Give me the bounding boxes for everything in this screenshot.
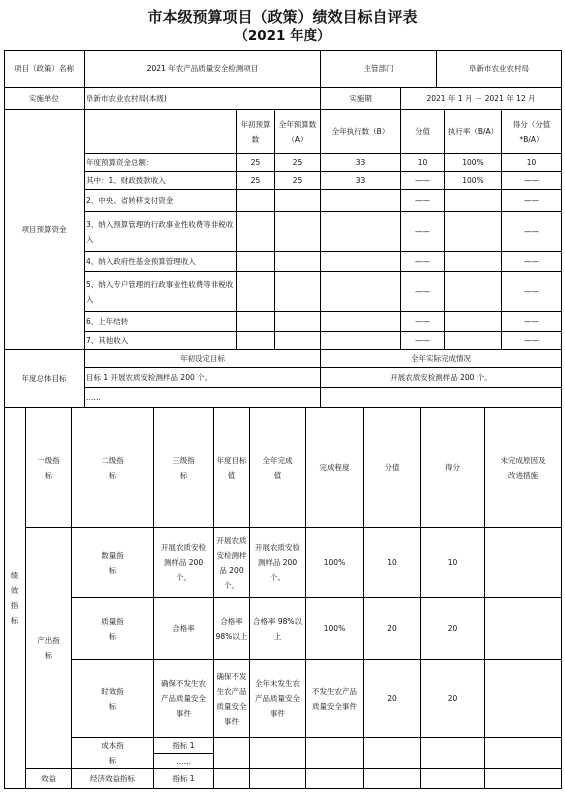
indicator-row-l3-text: 合格率 (172, 624, 195, 633)
econ-actual-blank (250, 769, 306, 789)
budget-row-label: 2、中央、省转移支付资金 (85, 190, 237, 212)
indicator-row-l3 (154, 528, 214, 598)
goals-actual-1: 开展农质安检测样品 200 个。 (321, 368, 562, 388)
indicator-row-score-text: 20 (447, 694, 458, 703)
indicator-row-reason (485, 660, 562, 738)
budget-header-blank (85, 110, 237, 154)
budget-row-executed (321, 312, 401, 332)
budget-row-full (275, 312, 321, 332)
budget-row-full (275, 190, 321, 212)
budget-row-score: —— (502, 312, 562, 332)
indicator-row-l2-text: 质量指标 (101, 616, 124, 641)
ind-col-target (214, 408, 250, 528)
budget-row-weight: 10 (401, 154, 445, 172)
indicator-row-reason (485, 528, 562, 598)
output-indicators-label (26, 528, 72, 769)
indicator-row-weight (364, 598, 421, 660)
indicators-section-text: 绩效指标 (10, 571, 19, 625)
budget-row-weight: —— (401, 172, 445, 190)
cost-reason-blank (485, 738, 562, 769)
budget-row-executed: 33 (321, 172, 401, 190)
ind-col-score: 得分 (421, 408, 485, 528)
budget-row-weight: —— (401, 312, 445, 332)
indicator-row-l3 (154, 660, 214, 738)
indicator-row-target (214, 528, 250, 598)
indicator-row-target-text: 确保不发生农产品质量安全事件 (216, 671, 247, 726)
ind-col-reason-text: 未完成原因及改进措施 (500, 455, 546, 480)
goals-ellipsis: …… (85, 388, 321, 408)
budget-row-weight: —— (401, 332, 445, 350)
budget-row-score: 10 (502, 154, 562, 172)
indicator-row-l2 (72, 660, 154, 738)
econ-item-1: 指标 1 (154, 769, 214, 789)
indicator-row-actual (250, 660, 306, 738)
cost-completion-blank (306, 738, 364, 769)
budget-col-exec-rate: 执行率（B/A） (445, 110, 502, 154)
indicator-row-target (214, 598, 250, 660)
budget-row-full: 25 (275, 172, 321, 190)
ind-col-weight: 分值 (364, 408, 421, 528)
dept-label: 主管部门 (321, 50, 437, 88)
indicator-row-actual (250, 598, 306, 660)
budget-row-full (275, 252, 321, 272)
budget-row-executed (321, 332, 401, 350)
budget-col-initial: 年初预算数 (237, 110, 275, 154)
ind-col-level1-text: 一级指标 (37, 455, 60, 480)
cost-item-2: …… (154, 754, 214, 769)
budget-section-label: 项目预算资金 (4, 110, 85, 350)
budget-row-rate (445, 332, 502, 350)
goals-actual-label: 全年实际完成情况 (321, 350, 562, 368)
budget-row-initial (237, 332, 275, 350)
budget-row-label: 7、其他收入 (85, 332, 237, 350)
budget-row-weight: —— (401, 252, 445, 272)
goals-set-label: 年初设定目标 (85, 350, 321, 368)
indicator-row-target-text: 开展农质安检测样品 200 个。 (216, 535, 247, 590)
ind-col-target-text: 年度目标值 (216, 455, 247, 480)
impl-period-label: 实施期 (321, 88, 401, 110)
indicator-row-weight-text: 20 (387, 694, 397, 703)
budget-row-initial: 25 (237, 154, 275, 172)
budget-row-weight: —— (401, 212, 445, 252)
econ-completion-blank (306, 769, 364, 789)
indicator-row-l2 (72, 528, 154, 598)
indicator-row-score (421, 598, 485, 660)
budget-row-initial (237, 252, 275, 272)
budget-row-label: 5、纳入专户管理的行政事业性收费等非税收入 (85, 272, 237, 312)
indicator-row-score-text: 10 (447, 558, 458, 567)
ind-col-level2-text: 二级指标 (101, 455, 124, 480)
budget-row-score: —— (502, 272, 562, 312)
page-title: 市本级预算项目（政策）绩效目标自评表 (147, 8, 418, 26)
ind-col-reason (485, 408, 562, 528)
budget-col-executed: 全年执行数（B） (321, 110, 401, 154)
indicator-row-completion-text: 不发生农产品质量安全事件 (312, 686, 357, 711)
indicator-row-score (421, 528, 485, 598)
budget-row-rate: 100% (445, 154, 502, 172)
indicator-row-l3-text: 确保不发生农产品质量安全事件 (161, 679, 206, 718)
budget-row-initial (237, 312, 275, 332)
goals-actual-blank (321, 388, 562, 408)
ind-col-actual-text: 全年完成值 (262, 455, 293, 480)
indicator-row-completion (306, 660, 364, 738)
indicator-row-l2-text: 时效指标 (101, 686, 124, 711)
indicator-row-weight-text: 10 (387, 558, 397, 567)
budget-row-label: 3、纳入预算管理的行政事业性收费等非税收入 (85, 212, 237, 252)
indicator-row-weight (364, 528, 421, 598)
indicator-row-l3-text: 开展农质安检测样品 200 个。 (161, 543, 206, 582)
indicator-row-actual-text: 合格率 98%以上 (252, 616, 303, 641)
cost-target-blank (214, 738, 250, 769)
budget-row-initial (237, 212, 275, 252)
indicator-row-actual (250, 528, 306, 598)
cost-actual-blank (250, 738, 306, 769)
output-indicators-text: 产出指标 (37, 636, 60, 660)
econ-reason-blank (485, 769, 562, 789)
budget-row-full (275, 272, 321, 312)
budget-row-rate (445, 272, 502, 312)
indicator-row-weight-text: 20 (387, 624, 397, 633)
econ-weight-blank (364, 769, 421, 789)
page-subtitle: （2021 年度） (234, 28, 331, 44)
indicator-row-actual-text: 全年未发生农产品质量安全事件 (255, 679, 300, 718)
benefit-indicators-label: 效益 (26, 769, 72, 789)
indicator-row-actual-text: 开展农质安检测样品 200 个。 (255, 543, 300, 582)
budget-row-rate (445, 252, 502, 272)
project-name-label: 项目（政策）名称 (4, 50, 85, 88)
ind-col-level3-text: 三级指标 (172, 455, 195, 480)
budget-row-full: 25 (275, 154, 321, 172)
budget-row-label: 其中：1、财政拨款收入 (85, 172, 237, 190)
budget-row-initial: 25 (237, 172, 275, 190)
budget-row-label: 6、上年结转 (85, 312, 237, 332)
budget-row-executed (321, 272, 401, 312)
indicator-row-completion-text: 100% (323, 558, 346, 567)
budget-row-score: —— (502, 332, 562, 350)
indicator-row-reason (485, 598, 562, 660)
budget-row-rate: 100% (445, 172, 502, 190)
budget-col-full-year: 全年预算数（A） (275, 110, 321, 154)
ind-col-actual (250, 408, 306, 528)
cost-indicator-label (72, 738, 154, 769)
indicator-row-l3 (154, 598, 214, 660)
budget-row-score: —— (502, 212, 562, 252)
indicator-row-score (421, 660, 485, 738)
budget-row-executed (321, 212, 401, 252)
indicator-row-target (214, 660, 250, 738)
econ-target-blank (214, 769, 250, 789)
cost-item-1: 指标 1 (154, 738, 214, 754)
cost-score-blank (421, 738, 485, 769)
budget-row-rate (445, 212, 502, 252)
budget-row-rate (445, 190, 502, 212)
indicator-row-completion (306, 598, 364, 660)
indicator-row-completion (306, 528, 364, 598)
budget-row-label: 年度预算资金总额： (85, 154, 237, 172)
goals-target-1: 目标 1 开展农质安检测样品 200 个。 (85, 368, 321, 388)
project-name-value: 2021 年农产品质量安全检测项目 (85, 50, 321, 88)
budget-row-full (275, 332, 321, 350)
ind-col-completion: 完成程度 (306, 408, 364, 528)
budget-row-score: —— (502, 190, 562, 212)
budget-row-weight: —— (401, 190, 445, 212)
econ-score-blank (421, 769, 485, 789)
ind-col-level1 (26, 408, 72, 528)
indicators-section-label (4, 408, 26, 789)
budget-row-label: 4、纳入政府性基金预算管理收入 (85, 252, 237, 272)
budget-col-score: 得分（分值*B/A） (502, 110, 562, 154)
ind-col-level3 (154, 408, 214, 528)
budget-row-executed: 33 (321, 154, 401, 172)
impl-unit-value: 阜新市农业农村局(本级) (85, 88, 321, 110)
budget-col-weight: 分值 (401, 110, 445, 154)
budget-row-initial (237, 272, 275, 312)
dept-value: 阜新市农业农村局 (437, 50, 562, 88)
indicator-row-target-text: 合格率 98%以上 (215, 616, 248, 641)
cost-weight-blank (364, 738, 421, 769)
budget-row-executed (321, 190, 401, 212)
indicator-row-completion-text: 100% (323, 624, 346, 633)
econ-indicator-label: 经济效益指标 (72, 769, 154, 789)
budget-row-rate (445, 312, 502, 332)
budget-row-score: —— (502, 252, 562, 272)
impl-unit-label: 实施单位 (4, 88, 85, 110)
budget-row-weight: —— (401, 272, 445, 312)
impl-period-value: 2021 年 1 月 － 2021 年 12 月 (401, 88, 562, 110)
indicator-row-l2-text: 数量指标 (101, 550, 124, 575)
budget-row-score: —— (502, 172, 562, 190)
cost-indicator-text: 成本指标 (101, 741, 124, 765)
budget-row-full (275, 212, 321, 252)
indicator-row-score-text: 20 (447, 624, 458, 633)
budget-row-executed (321, 252, 401, 272)
ind-col-level2 (72, 408, 154, 528)
budget-row-initial (237, 190, 275, 212)
indicator-row-weight (364, 660, 421, 738)
goals-section-label: 年度总体目标 (4, 350, 85, 408)
indicator-row-l2 (72, 598, 154, 660)
